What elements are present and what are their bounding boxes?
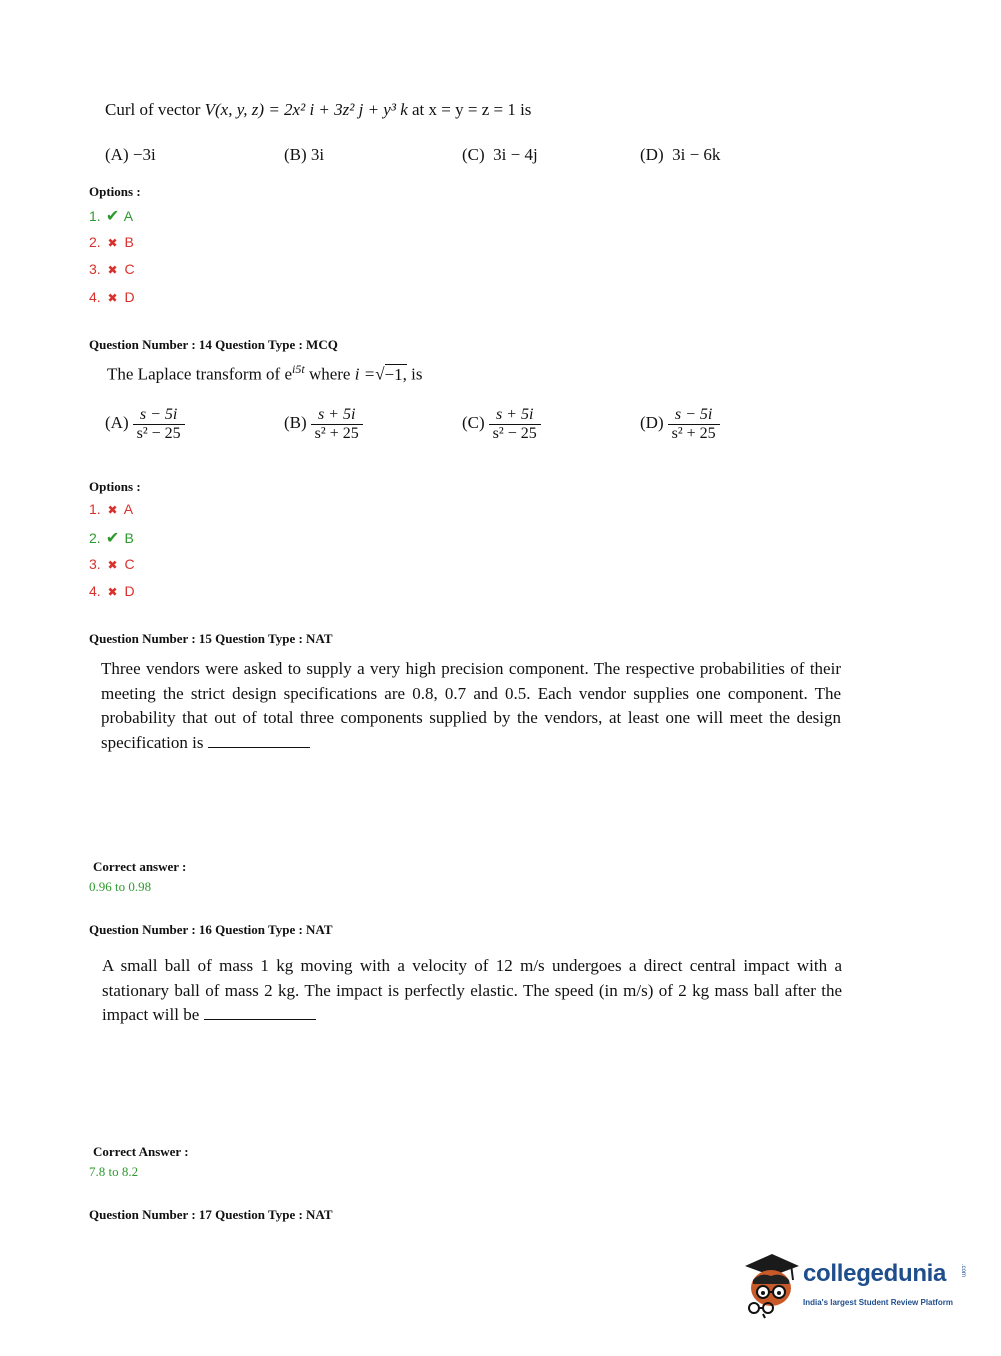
q13-options-title: Options : <box>89 184 141 199</box>
check-icon: ✔ <box>105 208 120 225</box>
q15-answer-blank <box>208 733 310 748</box>
q13-option-4: 4. ✖ D <box>89 289 135 305</box>
q14-option-4: 4. ✖ D <box>89 583 135 599</box>
q14-header: Question Number : 14 Question Type : MCQ <box>89 337 338 352</box>
q16-text: A small ball of mass 1 kg moving with a velocity of 12 m/s undergoes a direct central impact with a stationary ball of mass 2 kg. The impact is perfectly elastic. The speed (in m/s) of 2 kg mass ball after the impact will be <box>102 956 842 1024</box>
check-icon: ✔ <box>105 530 120 547</box>
mascot-icon <box>741 1250 803 1320</box>
q16-answer-blank <box>204 1005 316 1020</box>
cross-icon: ✖ <box>107 263 118 277</box>
cross-icon: ✖ <box>107 236 118 250</box>
q13-stem-prefix: Curl of vector <box>105 100 201 119</box>
q14-stem: The Laplace transform of $e^{i5t}$ where i =√−1, is <box>107 362 423 384</box>
q15-answer-label: Correct answer : <box>93 859 187 874</box>
q13-choice-d: (D) 3i − 6k <box>640 145 721 164</box>
q14-choice-b: (B) $\frac{s + 5i}{\text{s² + 25}}$ <box>284 406 363 443</box>
cross-icon: ✖ <box>107 503 118 517</box>
q15-text: Three vendors were asked to supply a very high precision component. The respective probabilities of their meeting the strict design specifications are 0.8, 0.7 and 0.5. Each vendor supplies one component. The probability that out of total three components supplied by the vendors, at least one will meet the design specification is <box>101 659 841 752</box>
q13-stem <box>105 100 531 120</box>
q13-choice-a: (A) −3i <box>105 145 156 164</box>
brand-name: collegedunia <box>803 1260 947 1287</box>
brand-tagline: India's largest Student Review Platform <box>803 1298 953 1307</box>
q13-option-1: 1. ✔ A <box>89 208 134 225</box>
q16-answer: 7.8 to 8.2 <box>89 1164 139 1179</box>
q17-header: Question Number : 17 Question Type : NAT <box>89 1207 333 1222</box>
cross-icon: ✖ <box>107 585 118 599</box>
q13-stem-suffix: at x = y = z = 1 is <box>412 100 532 119</box>
q13-option-2: 2. ✖ B <box>89 234 134 250</box>
q13-choice-c: (C) 3i − 4j <box>462 145 538 164</box>
q14-options-title: Options : <box>89 479 141 494</box>
brand-tld: .com <box>960 1264 966 1278</box>
cross-icon: ✖ <box>107 558 118 572</box>
q14-option-3: 3. ✖ C <box>89 556 135 572</box>
q13-option-3: 3. ✖ C <box>89 261 135 277</box>
q13-choice-b: (B) 3i <box>284 145 325 164</box>
q16-header: Question Number : 16 Question Type : NAT <box>89 922 333 937</box>
q14-option-1: 1. ✖ A <box>89 501 134 517</box>
collegedunia-logo <box>741 1250 971 1320</box>
q15-answer: 0.96 to 0.98 <box>89 879 152 894</box>
q14-choice-d: (D) $\frac{s - 5i}{\text{s² + 25}}$ <box>640 406 720 443</box>
q13-stem-formula: V(x, y, z) = 2x² i + 3z² j + y³ k <box>204 100 408 119</box>
q14-choice-c: (C) $\frac{s + 5i}{\text{s² − 25}}$ <box>462 406 541 443</box>
q14-option-2: 2. ✔ B <box>89 530 134 547</box>
q15-header: Question Number : 15 Question Type : NAT <box>89 631 333 646</box>
q14-choice-a: (A) $\frac{s - 5i}{\text{s² − 25}}$ <box>105 406 185 443</box>
q16-answer-label: Correct Answer : <box>93 1144 189 1159</box>
cross-icon: ✖ <box>107 291 118 305</box>
